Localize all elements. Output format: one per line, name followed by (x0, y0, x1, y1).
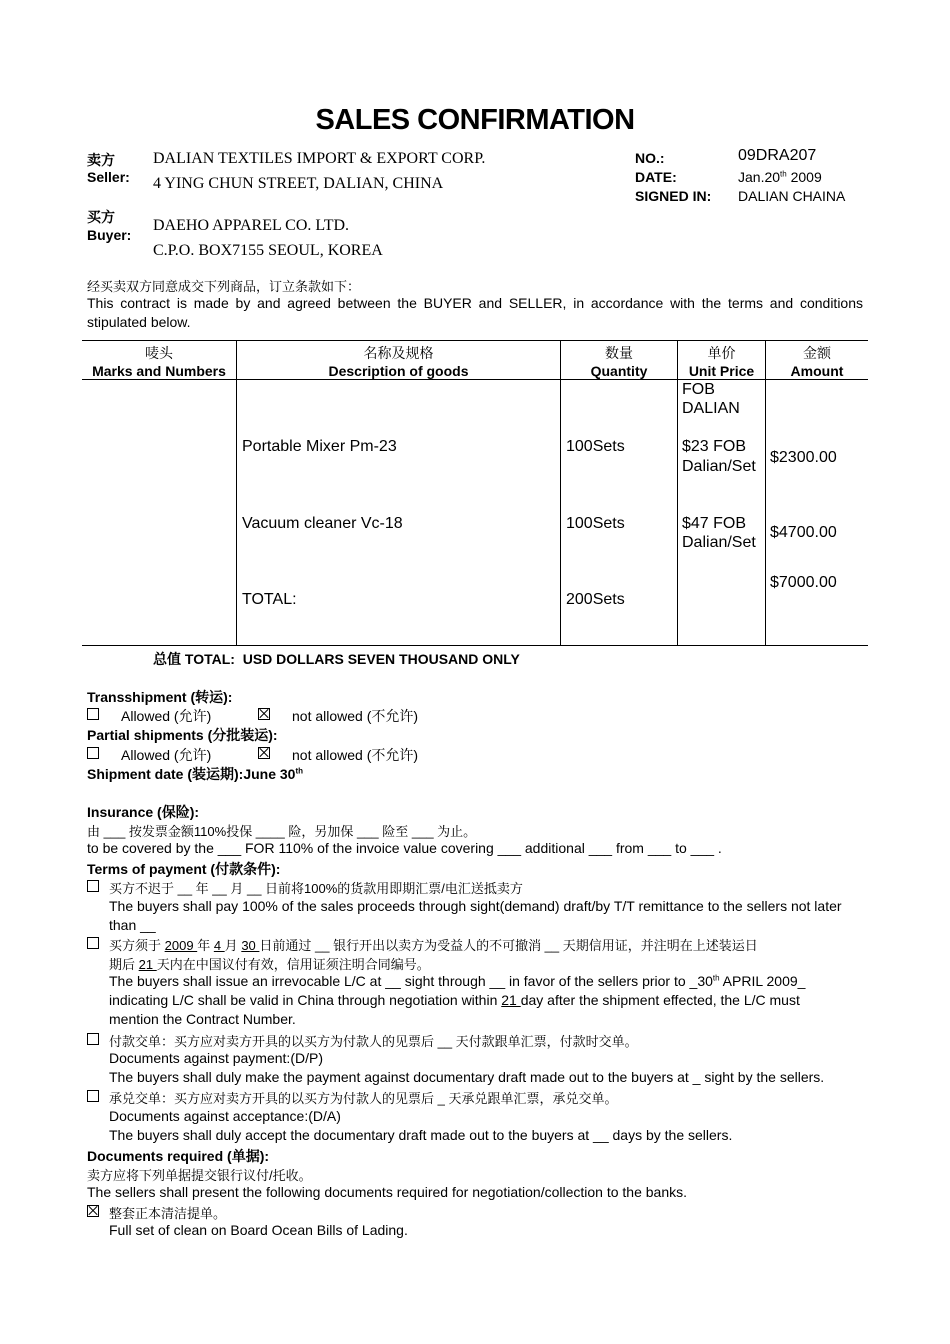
table-col-divider (677, 340, 678, 645)
partial-not-allowed-label: not allowed (不允许) (292, 747, 419, 763)
insurance-cn: 由 ___ 按发票金额110%投保 ____ 险，另加保 ___ 险至 ___ 为止。 (87, 824, 477, 839)
total-amount: $7000.00 (770, 574, 837, 591)
total-label: TOTAL: (242, 591, 297, 608)
buyer-name: DAEHO APPAREL CO. LTD. (153, 217, 350, 234)
row-1-price: $23 FOB (682, 438, 747, 455)
price-terms-fob: FOB (682, 381, 715, 398)
column-header-cn: 唛头 (145, 345, 173, 361)
payment-dp-title: Documents against payment:(D/P) (109, 1050, 323, 1066)
document-title: SALES CONFIRMATION (315, 104, 635, 136)
row-2-price-unit: Dalian/Set (682, 534, 756, 551)
transshipment-allowed-label: Allowed (允许) (121, 708, 212, 724)
checkbox-icon (87, 747, 99, 759)
checkbox-icon (87, 880, 99, 892)
table-col-divider (765, 340, 766, 645)
payment-lc-en-line-3: mention the Contract Number. (109, 1011, 296, 1027)
buyer-label-en: Buyer: (87, 227, 132, 243)
seller-name: DALIAN TEXTILES IMPORT & EXPORT CORP. (153, 150, 486, 167)
payment-dp-checkbox[interactable] (87, 1031, 99, 1047)
checked-box-icon (258, 747, 270, 759)
column-header-en: Description of goods (328, 363, 469, 379)
table-top-rule (82, 340, 868, 341)
payment-da-en: The buyers shall duly accept the documentary draft made out to the buyers at __ days by the sellers. (109, 1127, 733, 1143)
checkbox-icon (87, 937, 99, 949)
payment-lc-cn-line-2: 期后 21 天内在中国议付有效，信用证须注明合同编号。 (109, 957, 430, 972)
row-2-description: Vacuum cleaner Vc-18 (242, 515, 403, 532)
payment-lc-checkbox[interactable] (87, 935, 99, 951)
table-col-divider (560, 340, 561, 645)
column-header-amount (766, 344, 868, 380)
total-value-line (153, 649, 520, 669)
date-label: DATE: (635, 169, 677, 185)
partial-not-allowed-checkbox[interactable] (258, 745, 270, 761)
price-terms-port: DALIAN (682, 400, 740, 417)
column-header-en: Amount (790, 363, 844, 379)
payment-da-checkbox[interactable] (87, 1088, 99, 1104)
partial-shipments-heading: Partial shipments (分批装运): (87, 727, 278, 743)
date-value: Jan.20th 2009 (738, 169, 822, 185)
contract-no-value: 09DRA207 (738, 147, 817, 164)
column-header-marks (82, 344, 236, 380)
partial-allowed-checkbox[interactable] (87, 745, 99, 761)
total-quantity: 200Sets (566, 591, 625, 608)
row-2-amount: $4700.00 (770, 524, 837, 541)
column-header-cn: 名称及规格 (363, 345, 434, 361)
checkbox-icon (87, 1033, 99, 1045)
documents-bl-cn: 整套正本清洁提单。 (109, 1206, 227, 1221)
column-header-unit-price (678, 344, 765, 380)
insurance-en: to be covered by the ___ FOR 110% of the invoice value covering ___ additional ___ from ___ to ___ . (87, 840, 722, 856)
column-header-cn: 数量 (605, 345, 633, 361)
total-value-label: 总值 TOTAL: (153, 651, 235, 667)
checkbox-icon (87, 1090, 99, 1102)
transshipment-allowed-checkbox[interactable] (87, 706, 99, 722)
payment-tt-en: The buyers shall pay 100% of the sales proceeds through sight(demand) draft/by T/T remittance to the sellers not later than __ (109, 898, 842, 933)
row-2-quantity: 100Sets (566, 515, 625, 532)
documents-bl-checkbox[interactable] (87, 1203, 99, 1219)
payment-tt-cn: 买方不迟于 __ 年 __ 月 __ 日前将100%的货款用即期汇票/电汇送抵卖方 (109, 881, 523, 896)
partial-allowed-label: Allowed (允许) (121, 747, 212, 763)
payment-tt-checkbox[interactable] (87, 878, 99, 894)
payment-da-title: Documents against acceptance:(D/A) (109, 1108, 341, 1124)
signed-in-label: SIGNED IN: (635, 188, 712, 204)
column-header-cn: 金额 (803, 345, 831, 361)
intro-cn: 经买卖双方同意成交下列商品，订立条款如下： (87, 279, 361, 294)
row-2-price: $47 FOB (682, 515, 747, 532)
payment-heading: Terms of payment (付款条件): (87, 861, 281, 877)
documents-cn: 卖方应将下列单据提交银行议付/托收。 (87, 1168, 312, 1183)
payment-da-cn: 承兑交单：买方应对卖方开具的以买方为付款人的见票后 _ 天承兑跟单汇票，承兑交单。 (109, 1091, 618, 1106)
documents-heading: Documents required (单据): (87, 1148, 270, 1164)
seller-address: 4 YING CHUN STREET, DALIAN, CHINA (153, 175, 444, 192)
column-header-quantity (561, 344, 677, 380)
row-1-price-unit: Dalian/Set (682, 458, 756, 475)
total-value-amount: USD DOLLARS SEVEN THOUSAND ONLY (242, 651, 520, 667)
column-header-en: Quantity (590, 363, 648, 379)
intro-en: This contract is made by and agreed between the BUYER and SELLER, in accordance with the terms and conditions stipulated below. (87, 295, 863, 330)
column-header-cn: 单价 (707, 345, 736, 361)
column-header-en: Marks and Numbers (92, 363, 226, 379)
row-1-amount: $2300.00 (770, 449, 837, 466)
signed-in-value: DALIAN CHAINA (738, 188, 846, 204)
transshipment-not-allowed-label: not allowed (不允许) (292, 708, 419, 724)
seller-label-en: Seller: (87, 169, 130, 185)
column-header-en: Unit Price (688, 363, 755, 379)
transshipment-heading: Transshipment (转运): (87, 689, 233, 705)
row-1-description: Portable Mixer Pm-23 (242, 438, 397, 455)
insurance-heading: Insurance (保险): (87, 804, 200, 820)
buyer-address: C.P.O. BOX7155 SEOUL, KOREA (153, 242, 383, 259)
checked-box-icon (87, 1205, 99, 1217)
documents-en: The sellers shall present the following documents required for negotiation/collection to the banks. (87, 1184, 688, 1200)
payment-dp-en: The buyers shall duly make the payment against documentary draft made out to the buyers at _ sight by the sellers. (109, 1069, 825, 1085)
transshipment-not-allowed-checkbox[interactable] (258, 706, 270, 722)
documents-bl-en: Full set of clean on Board Ocean Bills of Lading. (109, 1222, 408, 1238)
column-header-description (237, 344, 560, 380)
payment-lc-en-line-2: indicating L/C shall be valid in China through negotiation within 21 day after the shipment effected, the L/C must (109, 992, 800, 1008)
payment-dp-cn: 付款交单：买方应对卖方开具的以买方为付款人的见票后 __ 天付款跟单汇票，付款时交单。 (109, 1034, 638, 1049)
shipment-date: Shipment date (装运期):June 30th (87, 766, 304, 782)
payment-lc-cn-line-1: 买方须于 2009 年 4 月 30 日前通过 __ 银行开出以卖方为受益人的不可撤消 __ 天期信用证，并注明在上述装运日 (109, 938, 758, 953)
table-bottom-rule (82, 645, 868, 646)
seller-label-cn: 卖方 (87, 152, 115, 168)
row-1-quantity: 100Sets (566, 438, 625, 455)
table-col-divider (236, 340, 237, 645)
checked-box-icon (258, 708, 270, 720)
contract-no-label: NO.: (635, 150, 665, 166)
checkbox-icon (87, 708, 99, 720)
payment-lc-en-line-1: The buyers shall issue an irrevocable L/C at __ sight through __ in favor of the sellers prior to _30th APRIL 2009_ (109, 973, 806, 989)
buyer-label-cn: 买方 (87, 209, 115, 225)
